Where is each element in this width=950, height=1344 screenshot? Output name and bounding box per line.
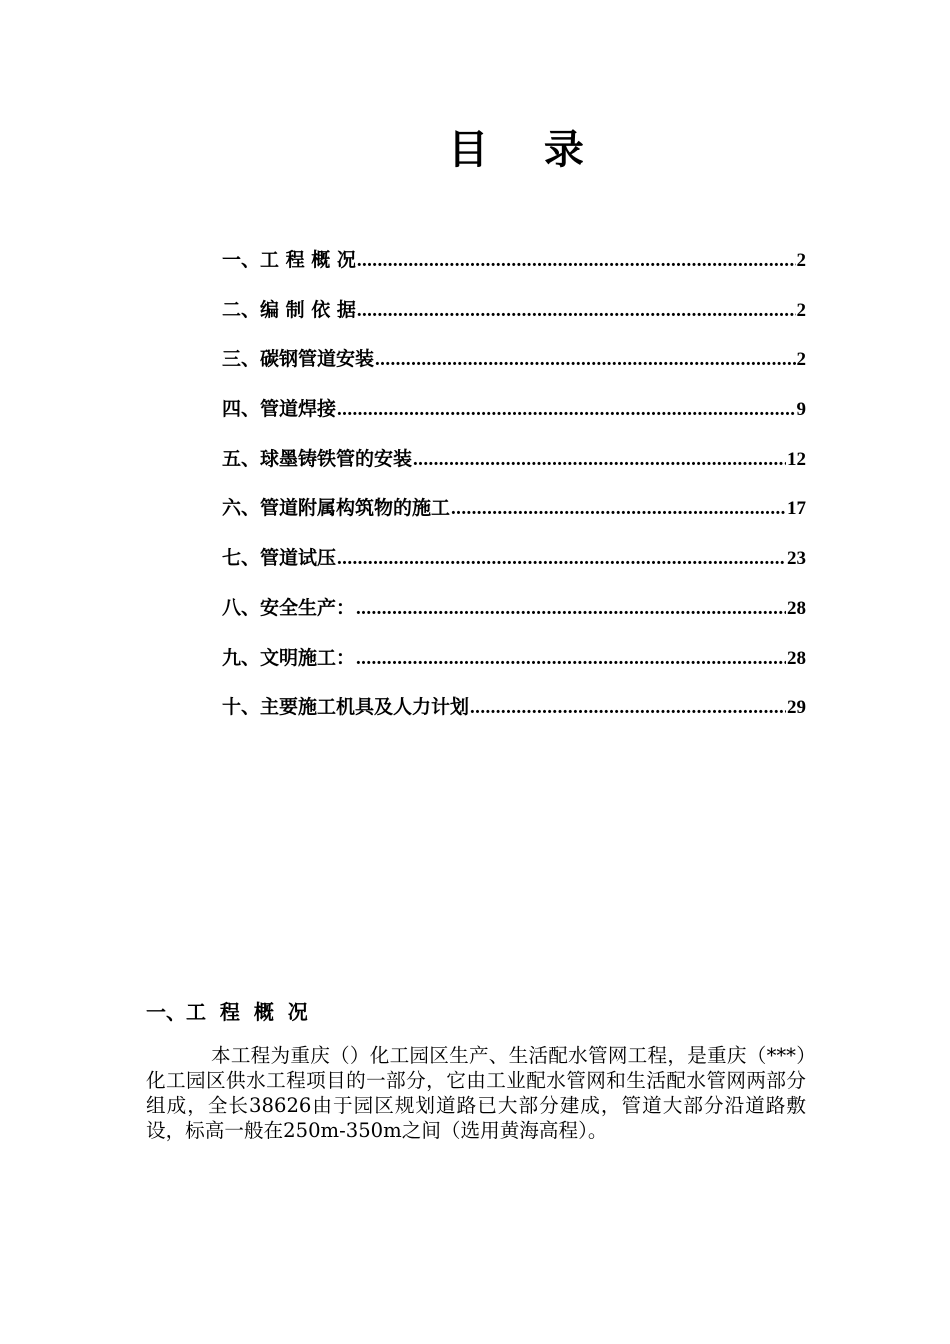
toc-entry-2[interactable] [222,286,806,336]
toc-entry-page: 2 [796,299,806,321]
toc-entry-label: 十、主要施工机具及人力计划 [222,696,470,719]
toc-leader-dots [356,584,786,634]
toc-entry-page: 29 [787,697,806,719]
toc-entry-label: 一、工 程 概 况 [222,249,356,271]
body-paragraph: 本工程为重庆（）化工园区生产、生活配水管网工程，是重庆（***）化工园区供水工程项目的一部分，它由工业配水管网和生活配水管网两部分组成，全长38626由于园区规划道路已大部分建成，管道大部分沿道路敷设，标高一般在250m-350m之间（选用黄海高程）。 [146,1044,806,1142]
toc-entry-label: 九、文明施工： [222,646,356,669]
toc-entry-label: 四、管道焊接 [222,398,337,421]
toc-entry-3[interactable] [222,335,806,385]
toc-entry-1[interactable] [222,236,806,286]
toc-leader-dots [375,335,795,385]
toc-leader-dots [470,683,786,733]
toc-entry-label: 七、管道试压 [222,547,337,570]
toc-leader-dots [356,634,786,684]
toc-entry-page: 9 [796,399,806,421]
toc-leader-dots [413,435,786,485]
toc-leader-dots [337,534,786,584]
toc-entry-page: 12 [787,448,806,470]
toc-leader-dots [357,286,796,336]
toc-entry-page: 28 [787,647,806,669]
toc-entry-label: 五、球墨铸铁管的安装 [222,447,413,470]
toc-entry-label: 六、管道附属构筑物的施工 [222,497,451,520]
toc-entry-label: 二、编 制 依 据 [222,298,356,321]
toc-entry-9[interactable] [222,634,806,684]
toc-entry-page: 17 [787,498,806,520]
toc-entry-6[interactable] [222,484,806,534]
toc-entry-page: 2 [796,349,806,371]
toc-leader-dots [451,484,786,534]
toc-entry-4[interactable] [222,385,806,435]
toc-leader-dots [337,385,795,435]
toc-entry-label: 八、安全生产： [222,596,356,619]
section-heading: 一、工 程 概 况 [146,1000,308,1024]
toc-leader-dots [357,236,796,286]
toc-entry-5[interactable] [222,435,806,485]
toc-entry-label: 三、碳钢管道安装 [222,348,375,371]
toc-entry-10[interactable] [222,683,806,733]
toc-entry-page: 28 [787,597,806,619]
table-of-contents [222,236,806,733]
toc-entry-7[interactable] [222,534,806,584]
toc-title: 目 录 [448,126,584,173]
toc-entry-page: 2 [796,250,806,271]
toc-entry-page: 23 [787,548,806,570]
toc-entry-8[interactable] [222,584,806,634]
